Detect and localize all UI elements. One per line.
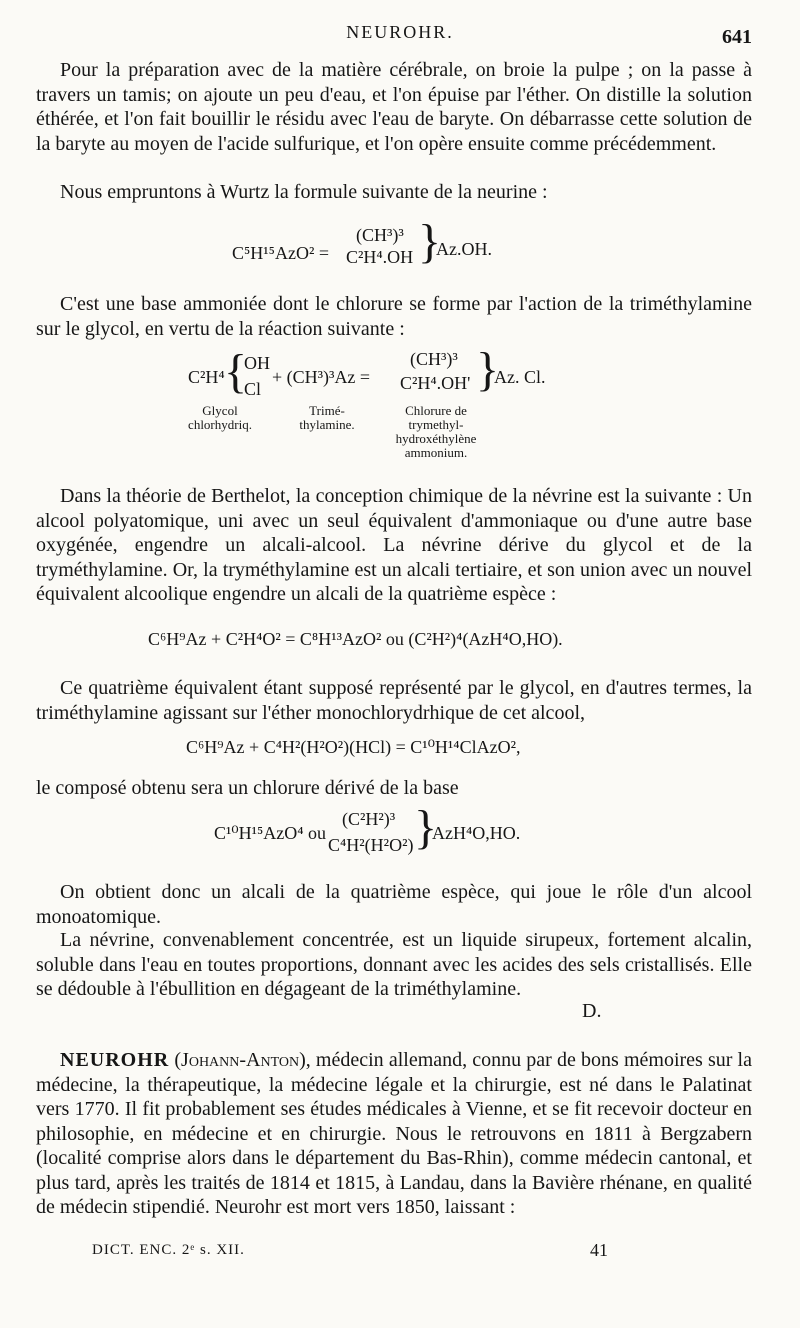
formula-glycol-cl: Cl (244, 379, 262, 399)
formula-neurine-left: C⁵H¹⁵AzO² = (232, 243, 329, 263)
formula-chlorure-right: Az. Cl. (494, 367, 546, 387)
formula-base-left: C¹⁰H¹⁵AzO⁴ ou (214, 823, 327, 843)
footer-signature-number: 41 (590, 1240, 608, 1260)
paragraph-wurtz-intro: Nous empruntons à Wurtz la formule suivante de la neurine : (60, 181, 548, 203)
caption-chlorure: Chlorure de trymethyl-hydroxéthylène ammonium. (395, 403, 477, 460)
entry-body: , médecin allemand, connu par de bons mémoires sur la médecine, la thérapeutique, la médecine légale et la chirurgie, est né dans le Palatinat vers 1770. Il fit probablement ses études médicales à Vienne, et se fit recevoir docteur en philosophie, en médecine et en chirurgie. Nous le retrouvons en 1811 à Bergzabern (localité comprise alors dans le département du Bas-Rhin), comme médecin cantonal, et plus tard, après les traités de 1814 et 1815, à Landau, dans la Bavière rhénane, en qualité de médecin stipendié. Neurohr est mort vers 1850, laissant : (36, 1049, 752, 1218)
formula-glycol-c2h4: C²H⁴ (188, 367, 225, 387)
paragraph-neurohr-biography (36, 1048, 752, 1220)
formula-chlorure-top: (CH³)³ (410, 349, 458, 369)
formula-chlorure-derive: C⁶H⁹Az + C⁴H²(H²O²)(HCl) = C¹⁰H¹⁴ClAzO², (186, 737, 521, 757)
paragraph-alcool-monoatomique: On obtient donc un alcali de la quatrième espèce, qui joue le rôle d'un alcool monoatomique. (36, 881, 752, 928)
formula-neurine-right: Az.OH. (436, 239, 492, 259)
entry-name: NEUROHR (60, 1049, 170, 1071)
paragraph-base-ammoniee: C'est une base ammoniée dont le chlorure se forme par l'action de la triméthylamine sur le glycol, en vertu de la réaction suivante : (36, 293, 752, 340)
formula-base-bottom: C⁴H²(H²O²) (328, 835, 414, 855)
page-number: 641 (722, 26, 752, 48)
paragraph-preparation: Pour la préparation avec de la matière cérébrale, on broie la pulpe ; on la passe à travers un tamis; on ajoute un peu d'eau, et l'on épuise par l'éther. On distille la solution éthérée, et l'on fait bouillir le résidu avec l'eau de baryte. On débarrasse cette solution de la baryte au moyen de l'acide sulfurique, et l'on opère ensuite comme précédemment. (36, 59, 752, 155)
left-brace: { (224, 345, 248, 398)
signature: D. (582, 1000, 602, 1022)
formula-base-top: (C²H²)³ (342, 809, 396, 829)
right-brace: } (414, 801, 438, 854)
caption-glycol: Glycol chlorhydriq. (188, 403, 252, 432)
paragraph-quatrieme-equivalent: Ce quatrième équivalent étant supposé représenté par le glycol, en d'autres termes, la triméthylamine agissant sur l'éther monochlorydrhique de cet alcool, (36, 677, 752, 724)
formula-alcali-quatrieme: C⁶H⁹Az + C²H⁴O² = C⁸H¹³AzO² ou (C²H²)⁴(AzH⁴O,HO). (148, 629, 563, 649)
paragraph-berthelot: Dans la théorie de Berthelot, la conception chimique de la névrine est la suivante : Un alcool polyatomique, uni avec un seul équivalent d'ammoniaque ou d'une autre base oxygénée, engendre un alcali-alcool. La névrine dérive du glycol et de la tryméthylamine. Or, la tryméthylamine est un alcali tertiaire, et son union avec un nouvel équivalent alcoolique engendre un alcali de la quatrième espèce : (36, 485, 752, 605)
formula-chlorure-bottom: C²H⁴.OH' (400, 373, 471, 393)
formula-neurine-bottom: C²H⁴.OH (346, 247, 414, 267)
right-brace: } (418, 215, 442, 268)
formula-base-right: AzH⁴O,HO. (432, 823, 521, 843)
formula-trimethylamine: + (CH³)³Az = (272, 367, 371, 387)
entry-forename: (Johann-Anton) (174, 1049, 306, 1071)
paragraph-compose-obtenu: le composé obtenu sera un chlorure dérivé de la base (36, 777, 459, 799)
formula-glycol-oh: OH (244, 353, 270, 373)
running-title: NEUROHR. (346, 22, 454, 42)
formula-neurine-top: (CH³)³ (356, 225, 404, 245)
nevrine-text: La névrine, convenablement concentrée, est un liquide sirupeux, fortement alcalin, soluble dans l'eau en toutes proportions, donnant avec les acides des sels cristallisés. Elle se dédouble à l'ébullition en dégageant de la triméthylamine. (36, 929, 752, 1000)
caption-trimethylamine: Trimé-thylamine. (299, 403, 355, 432)
paragraph-nevrine (36, 928, 752, 1002)
footer-reference: DICT. ENC. 2ᵉ s. XII. (92, 1242, 245, 1258)
right-brace: } (476, 343, 500, 396)
